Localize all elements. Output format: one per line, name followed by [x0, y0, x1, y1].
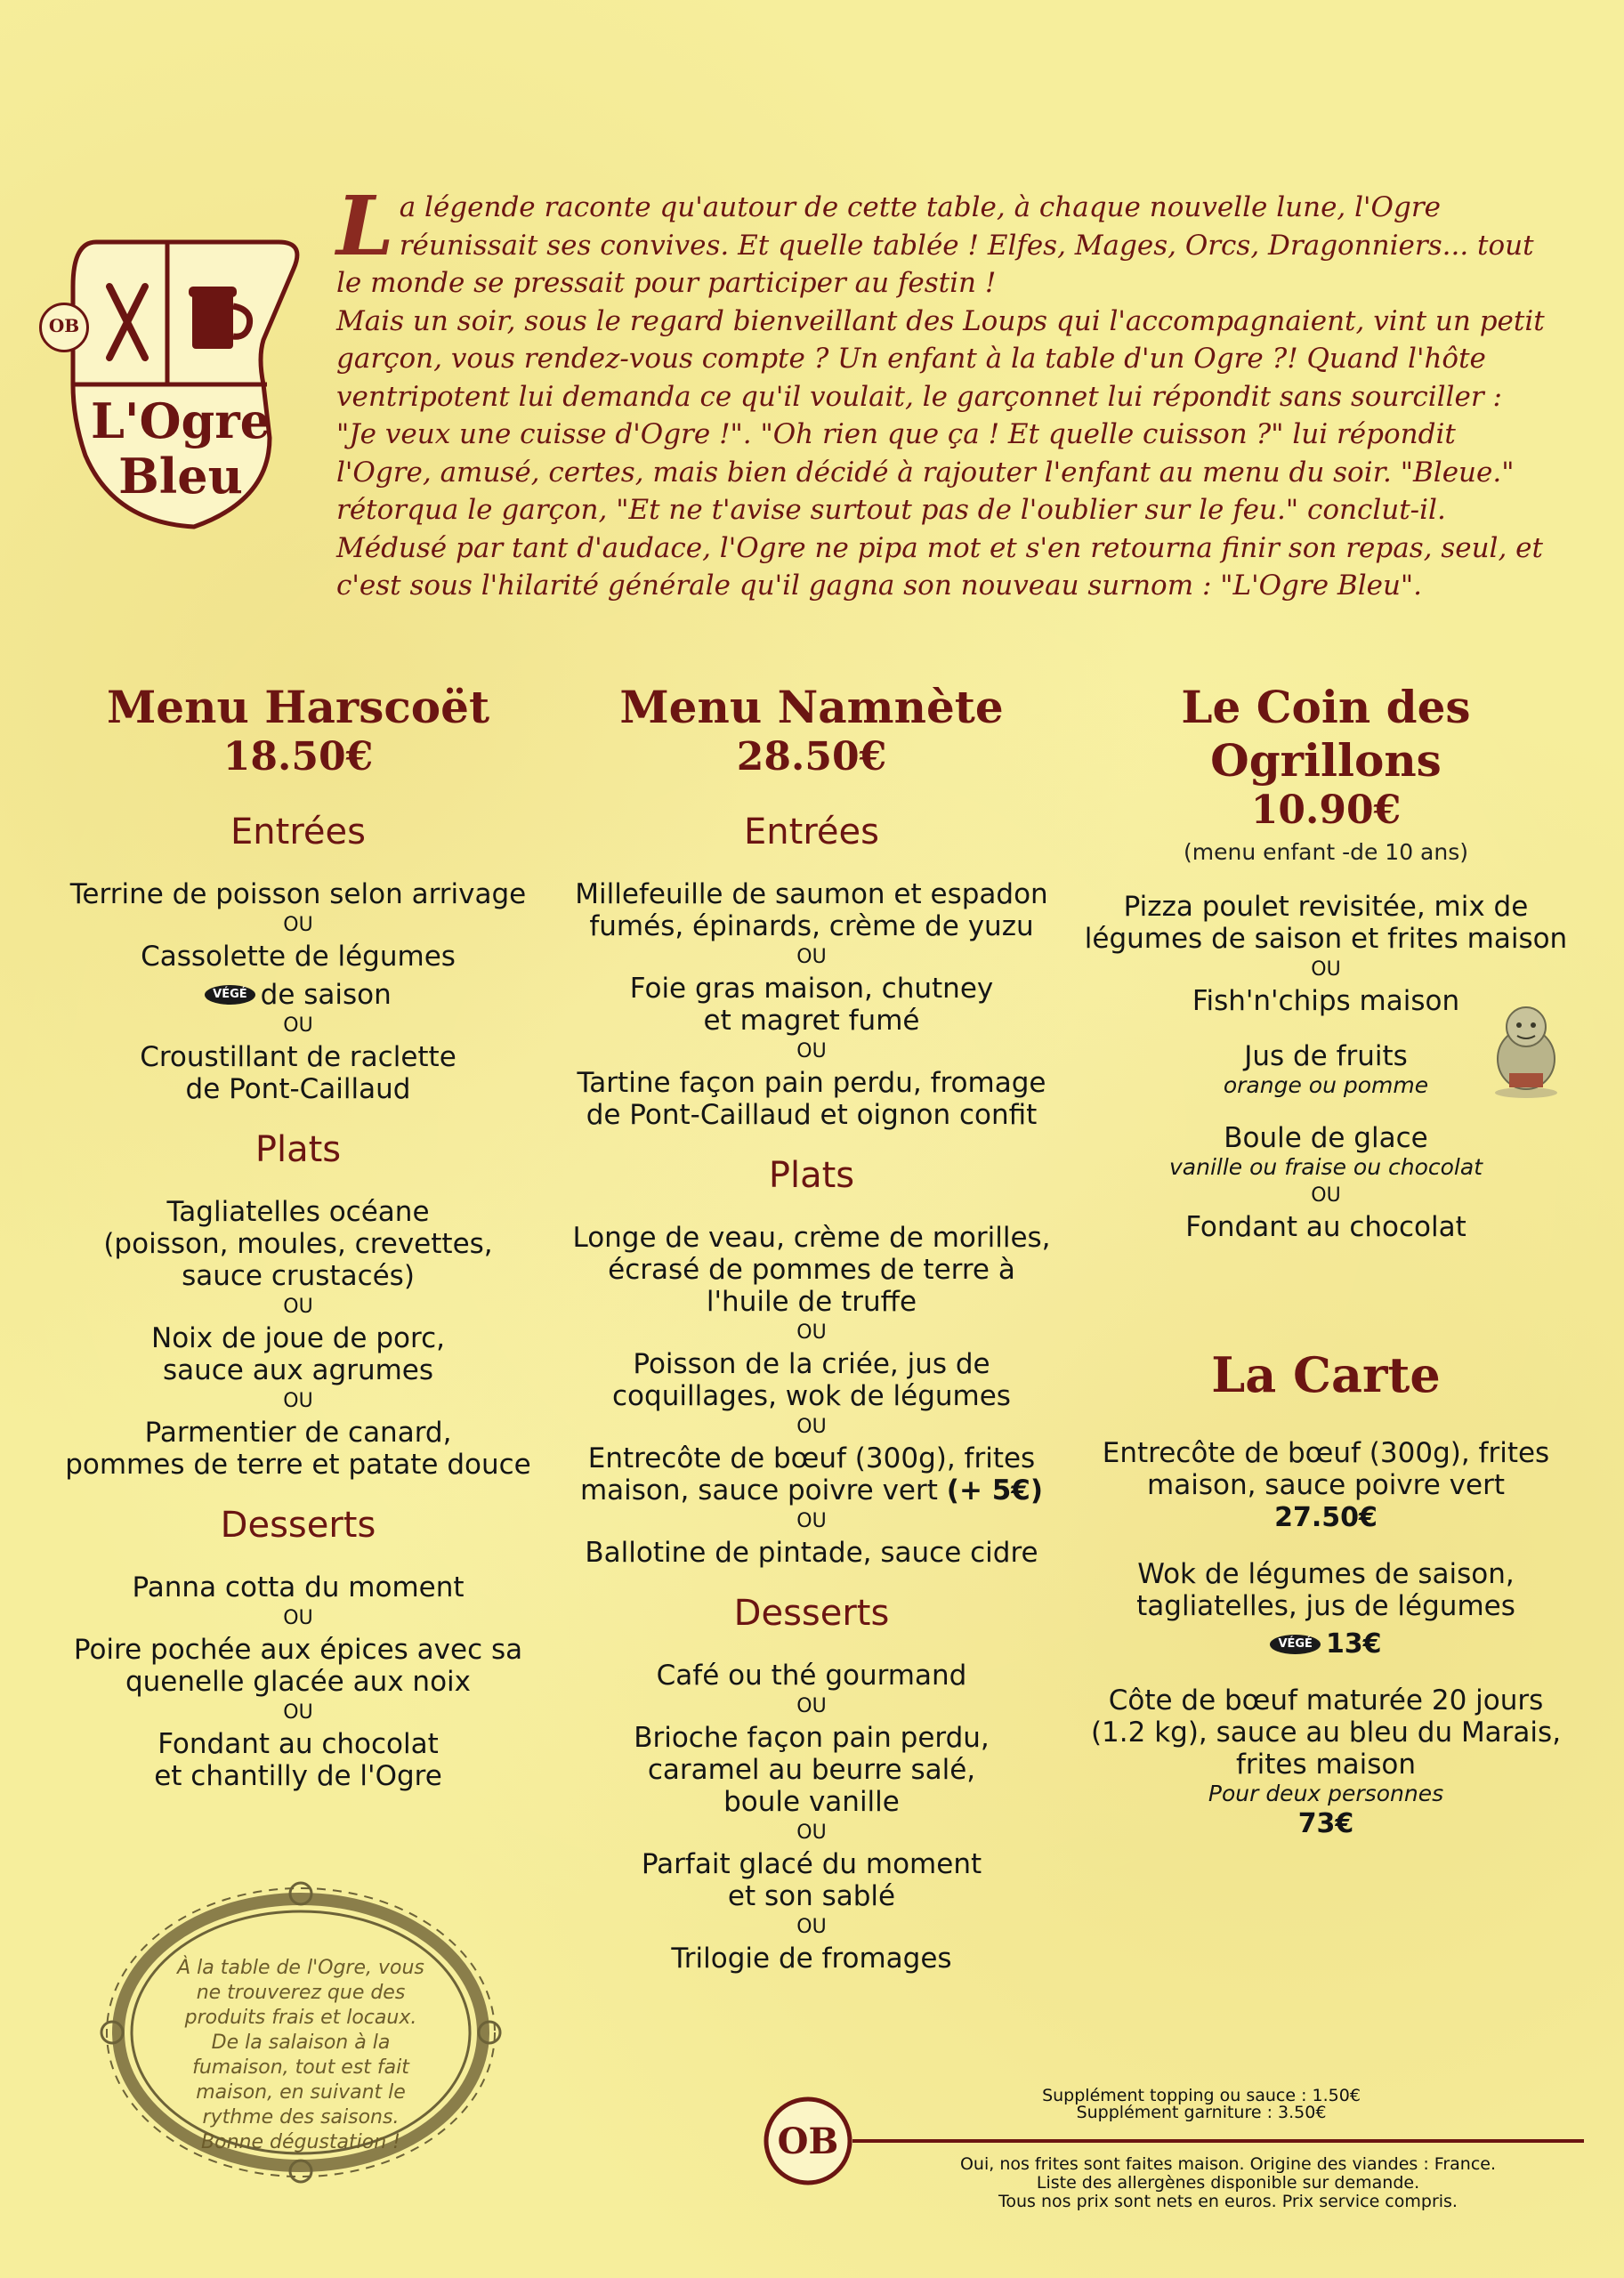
restaurant-logo [48, 233, 310, 536]
dish: l'huile de truffe [706, 1286, 917, 1318]
logo-line1: L'Ogre [90, 392, 271, 449]
dish: de Pont-Caillaud [185, 1073, 411, 1105]
dish: maison, sauce poivre vert [1147, 1469, 1505, 1501]
dish: de Pont-Caillaud et oignon confit [586, 1099, 1038, 1131]
dish: coquillages, wok de légumes [612, 1380, 1011, 1412]
supplement-price: (+ 5€) [946, 1474, 1044, 1507]
logo-text [78, 393, 283, 504]
dish: et chantilly de l'Ogre [154, 1760, 442, 1792]
ou-separator: OU [283, 1390, 313, 1412]
dish: caramel au beurre salé, [647, 1754, 976, 1786]
ou-separator: OU [283, 1296, 313, 1318]
ou-separator: OU [283, 1701, 313, 1724]
dish: Ballotine de pintade, sauce cidre [585, 1537, 1038, 1569]
supplement-line: Supplément topping ou sauce : 1.50€ [1042, 2086, 1361, 2105]
ou-separator: OU [796, 1416, 827, 1438]
logo-line2: Bleu [118, 448, 243, 505]
dish: de saison [260, 979, 392, 1011]
dish: Café ou thé gourmand [656, 1660, 967, 1692]
dish-detail: Pour deux personnes [1208, 1781, 1444, 1806]
dish: frites maison [1235, 1749, 1417, 1781]
ou-separator: OU [796, 1040, 827, 1062]
frame-text: À la table de l'Ogre, vous ne trouverez que des produits frais et locaux. De la salaison à la fumaison, tout est fait maison, en suivant le rythme des saisons. Bonne dégustation ! [177, 1957, 424, 2153]
dish: écrasé de pommes de terre à [608, 1254, 1015, 1286]
dish: quenelle glacée aux noix [125, 1666, 471, 1698]
logo-monogram: OB [39, 303, 89, 352]
dish: Entrecôte de bœuf (300g), frites [1102, 1437, 1550, 1469]
dish: fumés, épinards, crème de yuzu [589, 910, 1034, 942]
menu-harscoet [40, 681, 556, 1792]
dish: Fish'n'chips maison [1192, 985, 1460, 1017]
section-heading: Plats [768, 1155, 855, 1196]
dish: (poisson, moules, crevettes, [103, 1228, 493, 1260]
dish: Poisson de la criée, jus de [633, 1348, 990, 1380]
legend-paragraph-1: a légende raconte qu'autour de cette table, à chaque nouvelle lune, l'Ogre réunissait ses convives. Et quelle tablée ! Elfes, Mages, Orcs, Dragonniers... tout le monde se pressait pour participer au festin ! [336, 191, 1534, 299]
carte [1068, 1437, 1584, 1841]
ou-separator: OU [283, 914, 313, 936]
dish: Trilogie de fromages [671, 1943, 952, 1975]
footer-divider [852, 2139, 1584, 2143]
dish-price: 13€ [1325, 1628, 1382, 1660]
ou-separator: OU [796, 1321, 827, 1344]
dish: Brioche façon pain perdu, [634, 1722, 990, 1754]
section-heading: Desserts [220, 1505, 376, 1546]
vege-badge: VÉGÉ [205, 985, 255, 1005]
ou-separator: OU [796, 1695, 827, 1717]
dish: boule vanille [723, 1786, 900, 1818]
ogre-illustration [1477, 995, 1575, 1102]
ou-separator: OU [283, 1607, 313, 1629]
dish: Poire pochée aux épices avec sa [73, 1634, 523, 1666]
section-heading: Plats [255, 1129, 342, 1170]
ou-separator: OU [796, 1916, 827, 1938]
menu-note: (menu enfant -de 10 ans) [1184, 839, 1468, 865]
dish: et magret fumé [703, 1005, 920, 1037]
dish-price: 27.50€ [1274, 1502, 1378, 1533]
ou-separator: OU [1311, 958, 1341, 981]
footer-notes [917, 2155, 1539, 2211]
section-heading: Entrées [744, 812, 879, 852]
dish: Noix de joue de porc, [151, 1322, 445, 1354]
legend-paragraph-2: Mais un soir, sous le regard bienveillant des Loups qui l'accompagnaient, vint un petit garçon, vous rendez-vous compte ? Un enfant à la table d'un Ogre ?! Quand l'hôte ventripotent lui demanda ce qu'il voulait, le garçonnet lui répondit sans sourciller : "Je veux une cuisse d'Ogre !". "Oh rien que ça ! Et quelle cuisson ?" lui répondit l'Ogre, amusé, certes, mais bien décidé à rajouter l'enfant au menu du soir. "Bleue." rétorqua le garçon, "Et ne t'avise surtout pas de l'oublier sur le feu." conclut-il. Médusé par tant d'audace, l'Ogre ne pipa mot et s'en retourna finir son repas, seul, et c'est sous l'hilarité générale qu'il gagna son nouveau surnom : "L'Ogre Bleu". [336, 304, 1545, 602]
legend-text [336, 178, 1547, 605]
dish: Jus de fruits [1244, 1040, 1408, 1072]
dish: Entrecôte de bœuf (300g), frites [587, 1442, 1036, 1474]
dish: et son sablé [727, 1880, 896, 1912]
dish: Boule de glace [1224, 1122, 1428, 1154]
dish: Tagliatelles océane [166, 1196, 430, 1228]
menu-title: Le Coin des Ogrillons [1181, 681, 1471, 787]
menu-title: Menu Harscoët [106, 681, 490, 733]
menu-title: Menu Namnète [619, 681, 1004, 733]
dish: Fondant au chocolat [1185, 1211, 1466, 1243]
ou-separator: OU [796, 1510, 827, 1532]
ou-separator: OU [796, 1822, 827, 1844]
dish: Longe de veau, crème de morilles, [572, 1222, 1051, 1254]
ou-separator: OU [283, 1014, 313, 1037]
ob-monogram-logo [762, 2095, 854, 2187]
footer-note: Liste des allergènes disponible sur demande. [1036, 2173, 1420, 2193]
dish: Croustillant de raclette [140, 1041, 456, 1073]
dish: Pizza poulet revisitée, mix de [1123, 891, 1529, 923]
menu-price: 10.90€ [1250, 788, 1402, 833]
dish: sauce crustacés) [182, 1260, 415, 1292]
dish: Cassolette de légumes [141, 941, 456, 973]
dish: Foie gras maison, chutney [629, 973, 994, 1005]
dish: Fondant au chocolat [158, 1728, 439, 1760]
footer-note: Tous nos prix sont nets en euros. Prix service compris. [998, 2192, 1458, 2211]
ob-monogram-text: OB [777, 2120, 839, 2162]
carte-title: La Carte [1211, 1346, 1441, 1403]
menu-price: 18.50€ [222, 734, 374, 780]
supplements [979, 2088, 1424, 2121]
dish: Panna cotta du moment [132, 1571, 465, 1603]
dish: Côte de bœuf maturée 20 jours [1108, 1684, 1544, 1717]
dish: Tartine façon pain perdu, fromage [577, 1067, 1046, 1099]
section-heading: Desserts [733, 1593, 890, 1634]
dish: (1.2 kg), sauce au bleu du Marais, [1090, 1717, 1562, 1749]
dish: légumes de saison et frites maison [1084, 923, 1568, 955]
dish: Terrine de poisson selon arrivage [69, 878, 527, 910]
dish-detail: orange ou pomme [1223, 1072, 1429, 1098]
dish: Parmentier de canard, [144, 1417, 452, 1449]
ou-separator: OU [796, 946, 827, 968]
ou-separator: OU [1311, 1184, 1341, 1207]
supplement-line: Supplément garniture : 3.50€ [1076, 2103, 1327, 2122]
menu-namnete [553, 681, 1070, 1975]
dish: Wok de légumes de saison, [1137, 1558, 1515, 1590]
dish: pommes de terre et patate douce [65, 1449, 531, 1481]
dish: maison, sauce poivre vert [579, 1474, 938, 1507]
footer-note: Oui, nos frites sont faites maison. Origine des viandes : France. [959, 2154, 1497, 2174]
section-heading: Entrées [230, 812, 366, 852]
dish: Millefeuille de saumon et espadon [575, 878, 1048, 910]
menu-ogrillons [1068, 681, 1584, 1243]
dish-detail: vanille ou fraise ou chocolat [1169, 1154, 1483, 1180]
dish: Parfait glacé du moment [641, 1848, 982, 1880]
dish: tagliatelles, jus de légumes [1136, 1590, 1515, 1622]
dish: sauce aux agrumes [162, 1354, 434, 1386]
dish-price: 73€ [1297, 1808, 1354, 1839]
ornamental-frame [96, 1879, 505, 2186]
dropcap: L [336, 178, 394, 274]
menu-price: 28.50€ [736, 734, 887, 780]
vege-badge: VÉGÉ [1270, 1635, 1321, 1654]
